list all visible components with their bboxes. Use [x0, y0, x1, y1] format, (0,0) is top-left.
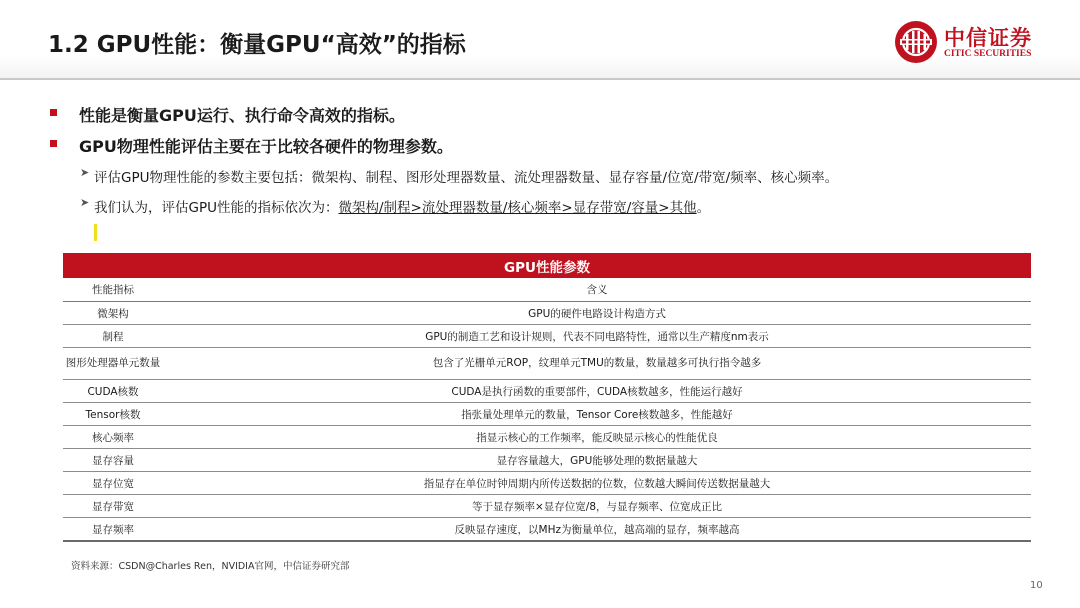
- table-cell-metric: 图形处理器单元数量: [63, 348, 163, 380]
- ranking-emphasis: 微架构/制程>流处理器数量/核心频率>显存带宽/容量>其他: [338, 200, 697, 216]
- gpu-parameters-table: [63, 253, 1031, 542]
- table-row: [63, 380, 1031, 403]
- logo-english-name: CITIC SECURITIES: [944, 49, 1032, 59]
- table-cell-metric: 显存频率: [63, 518, 163, 542]
- arrow-bullet-icon: ➤: [80, 166, 90, 179]
- table-cell-meaning: 指显存在单位时钟周期内所传送数据的位数，位数越大瞬间传送数据量越大: [163, 472, 1031, 495]
- table-cell-meaning: 包含了光栅单元ROP，纹理单元TMU的数量，数量越多可执行指令越多: [163, 348, 1031, 380]
- sub-bullet-prefix: 我们认为，评估GPU性能的指标依次为：: [94, 200, 339, 216]
- table-row: [63, 518, 1031, 542]
- table-row: [63, 403, 1031, 426]
- sub-bullet-text: [94, 196, 710, 216]
- bullet-text: GPU物理性能评估主要在于比较各硬件的物理参数。: [79, 137, 453, 156]
- table-cell-meaning: GPU的制造工艺和设计规则，代表不同电路特性，通常以生产精度nm表示: [163, 325, 1031, 348]
- table-cell-meaning: CUDA是执行函数的重要部件，CUDA核数越多，性能运行越好: [163, 380, 1031, 403]
- table-row: [63, 325, 1031, 348]
- table-cell-meaning: 显存容量越大，GPU能够处理的数据量越大: [163, 449, 1031, 472]
- slide-title: 1.2 GPU性能：衡量GPU“高效”的指标: [48, 32, 466, 58]
- table-caption: GPU性能参数: [63, 253, 1031, 278]
- title-divider: [0, 78, 1080, 80]
- table-row: [63, 302, 1031, 325]
- table-header-row: [63, 278, 1031, 302]
- table-cell-meaning: 反映显存速度，以MHz为衡量单位，越高端的显存，频率越高: [163, 518, 1031, 542]
- table-row: [63, 495, 1031, 518]
- table-cell-metric: 制程: [63, 325, 163, 348]
- text-cursor-marker: [94, 224, 97, 241]
- data-source-note: 资料来源：CSDN@Charles Ren，NVIDIA官网，中信证券研究部: [71, 561, 350, 572]
- table-cell-metric: CUDA核数: [63, 380, 163, 403]
- table-row: [63, 472, 1031, 495]
- title-bar: [0, 0, 1080, 80]
- square-bullet-icon: [50, 109, 57, 116]
- table-row: [63, 449, 1031, 472]
- table-cell-meaning: 指显示核心的工作频率，能反映显示核心的性能优良: [163, 426, 1031, 449]
- column-header: 性能指标: [63, 278, 163, 302]
- page-number: 10: [1030, 580, 1043, 591]
- table-cell-metric: 微架构: [63, 302, 163, 325]
- square-bullet-icon: [50, 140, 57, 147]
- table-cell-metric: 显存容量: [63, 449, 163, 472]
- arrow-bullet-icon: ➤: [80, 196, 90, 209]
- bullet-text: 性能是衡量GPU运行、执行命令高效的指标。: [79, 106, 405, 125]
- table-row: [63, 348, 1031, 380]
- sub-bullet-text: 评估GPU物理性能的参数主要包括：微架构、制程、图形处理器数量、流处理器数量、显存容量/位宽/带宽/频率、核心频率。: [94, 170, 839, 186]
- sub-bullet-suffix: 。: [696, 200, 711, 216]
- column-header: 含义: [163, 278, 1031, 302]
- table-caption-row: [63, 253, 1031, 278]
- citic-logo: [894, 20, 1044, 64]
- table-cell-meaning: 等于显存频率×显存位宽/8，与显存频率、位宽成正比: [163, 495, 1031, 518]
- table-cell-metric: 核心频率: [63, 426, 163, 449]
- table-cell-metric: 显存位宽: [63, 472, 163, 495]
- table-row: [63, 426, 1031, 449]
- logo-chinese-name: 中信证券: [944, 25, 1032, 50]
- table-cell-metric: Tensor核数: [63, 403, 163, 426]
- table-cell-metric: 显存带宽: [63, 495, 163, 518]
- table-cell-meaning: 指张量处理单元的数量，Tensor Core核数越多，性能越好: [163, 403, 1031, 426]
- table-cell-meaning: GPU的硬件电路设计构造方式: [163, 302, 1031, 325]
- citic-emblem-icon: [894, 20, 938, 64]
